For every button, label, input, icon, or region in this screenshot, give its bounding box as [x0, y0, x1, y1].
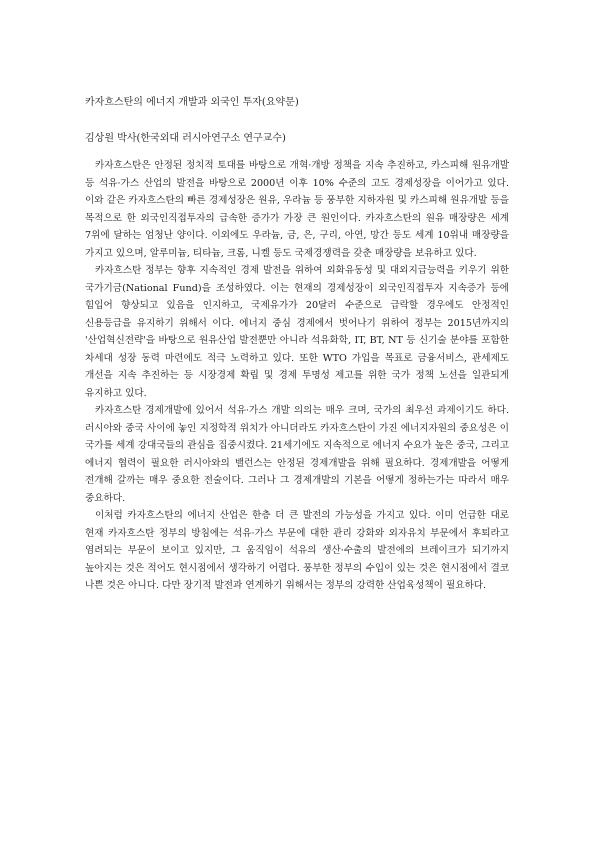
body-paragraph-4: 이처럼 카자흐스탄의 에너지 산업은 한층 더 큰 발전의 가능성을 가지고 있다. 이미 언급한 대로 현재 카자흐스탄 정부의 방침에는 석유·가스 부문에 대한 관리 강화와 외자유치 부문에서 후퇴라고 염려되는 부문이 보이고 있지만, 그 움직임이 석유의 생산·수출의 발전에의 브레이크가 되기까지 높아지는 것은 적어도 현시점에서 생각하기 어렵다. 풍부한 정부의 수입이 있는 것은 현시점에서 결코 나쁜 것은 아니다. 다만 장기적 발전과 연계하기 위해서는 정부의 강력한 산업육성책이 필요하다. [85, 510, 509, 591]
body-paragraph-3: 카자흐스탄 경제개발에 있어서 석유·가스 개발 의의는 매우 크며, 국가의 최우선 과제이기도 하다. 러시아와 중국 사이에 놓인 지정학적 위치가 아니더라도 카자흐스탄이 가진 에너지자원의 중요성은 이 국가를 세계 강대국들의 관심을 집중시켰다. 21세기에도 지속적으로 에너지 수요가 높은 중국, 그리고 에너지 협력이 필요한 러시아와의 밸런스는 안정된 경제개발을 위해 필요하다. 경제개발을 어떻게 전개해 갈까는 매우 중요한 전술이다. 그러나 그 경제개발의 기본을 어떻게 정하는가는 따라서 매우 중요하다. [85, 405, 509, 504]
document-page [85, 93, 509, 595]
body-paragraph-1: 카자흐스탄은 안정된 정치적 토대를 바탕으로 개혁·개방 정책을 지속 추진하고, 카스피해 원유개발 등 석유·가스 산업의 발전을 바탕으로 2000년 이후 10% 수준의 고도 경제성장을 이어가고 있다. 이와 같은 카자흐스탄의 빠른 경제성장은 원유, 우라늄 등 풍부한 지하자원 및 카스피해 원유개발 등을 목적으로 한 외국인직접투자의 급속한 증가가 가장 큰 원인이다. 카자흐스탄의 원유 매장량은 세계 7위에 달하는 엄청난 양이다. 이외에도 우라늄, 금, 은, 구리, 아연, 망간 등도 세계 10위내 매장량을 가지고 있으며, 알루미늄, 티타늄, 크롬, 니켈 등도 국제경쟁력을 갖춘 매장량을 보유하고 있다. [85, 160, 509, 259]
document-author: 김상원 박사(한국외대 러시아연구소 연구교수) [85, 133, 286, 144]
body-paragraph-2: 카자흐스탄 정부는 향후 지속적인 경제 발전을 위하여 외화유동성 및 대외지급능력을 키우기 위한 국가기금(National Fund)을 조성하였다. 이는 현재의 경제성장이 외국인직접투자 지속증가 등에 힘입어 향상되고 있음을 인지하고, 국제유가가 20달러 수준으로 급락할 경우에도 안정적인 신용등급을 유지하기 위해서 이다. 에너지 중심 경제에서 벗어나기 위하여 정부는 2015년까지의 '산업혁신전략'을 바탕으로 원유산업 발전뿐만 아니라 석유화학, IT, BT, NT 등 신기술 분야를 포함한 차세대 성장 동력 마련에도 적극 노력하고 있다. 또한 WTO 가입을 목표로 금융서비스, 관세제도 개선을 지속 추진하는 등 시장경제 확립 및 경제 투명성 제고를 위한 국가 정책 노선을 일관되게 유지하고 있다. [85, 265, 510, 399]
document-title: 카자흐스탄의 에너지 개발과 외국인 투자(요약문) [85, 97, 299, 108]
